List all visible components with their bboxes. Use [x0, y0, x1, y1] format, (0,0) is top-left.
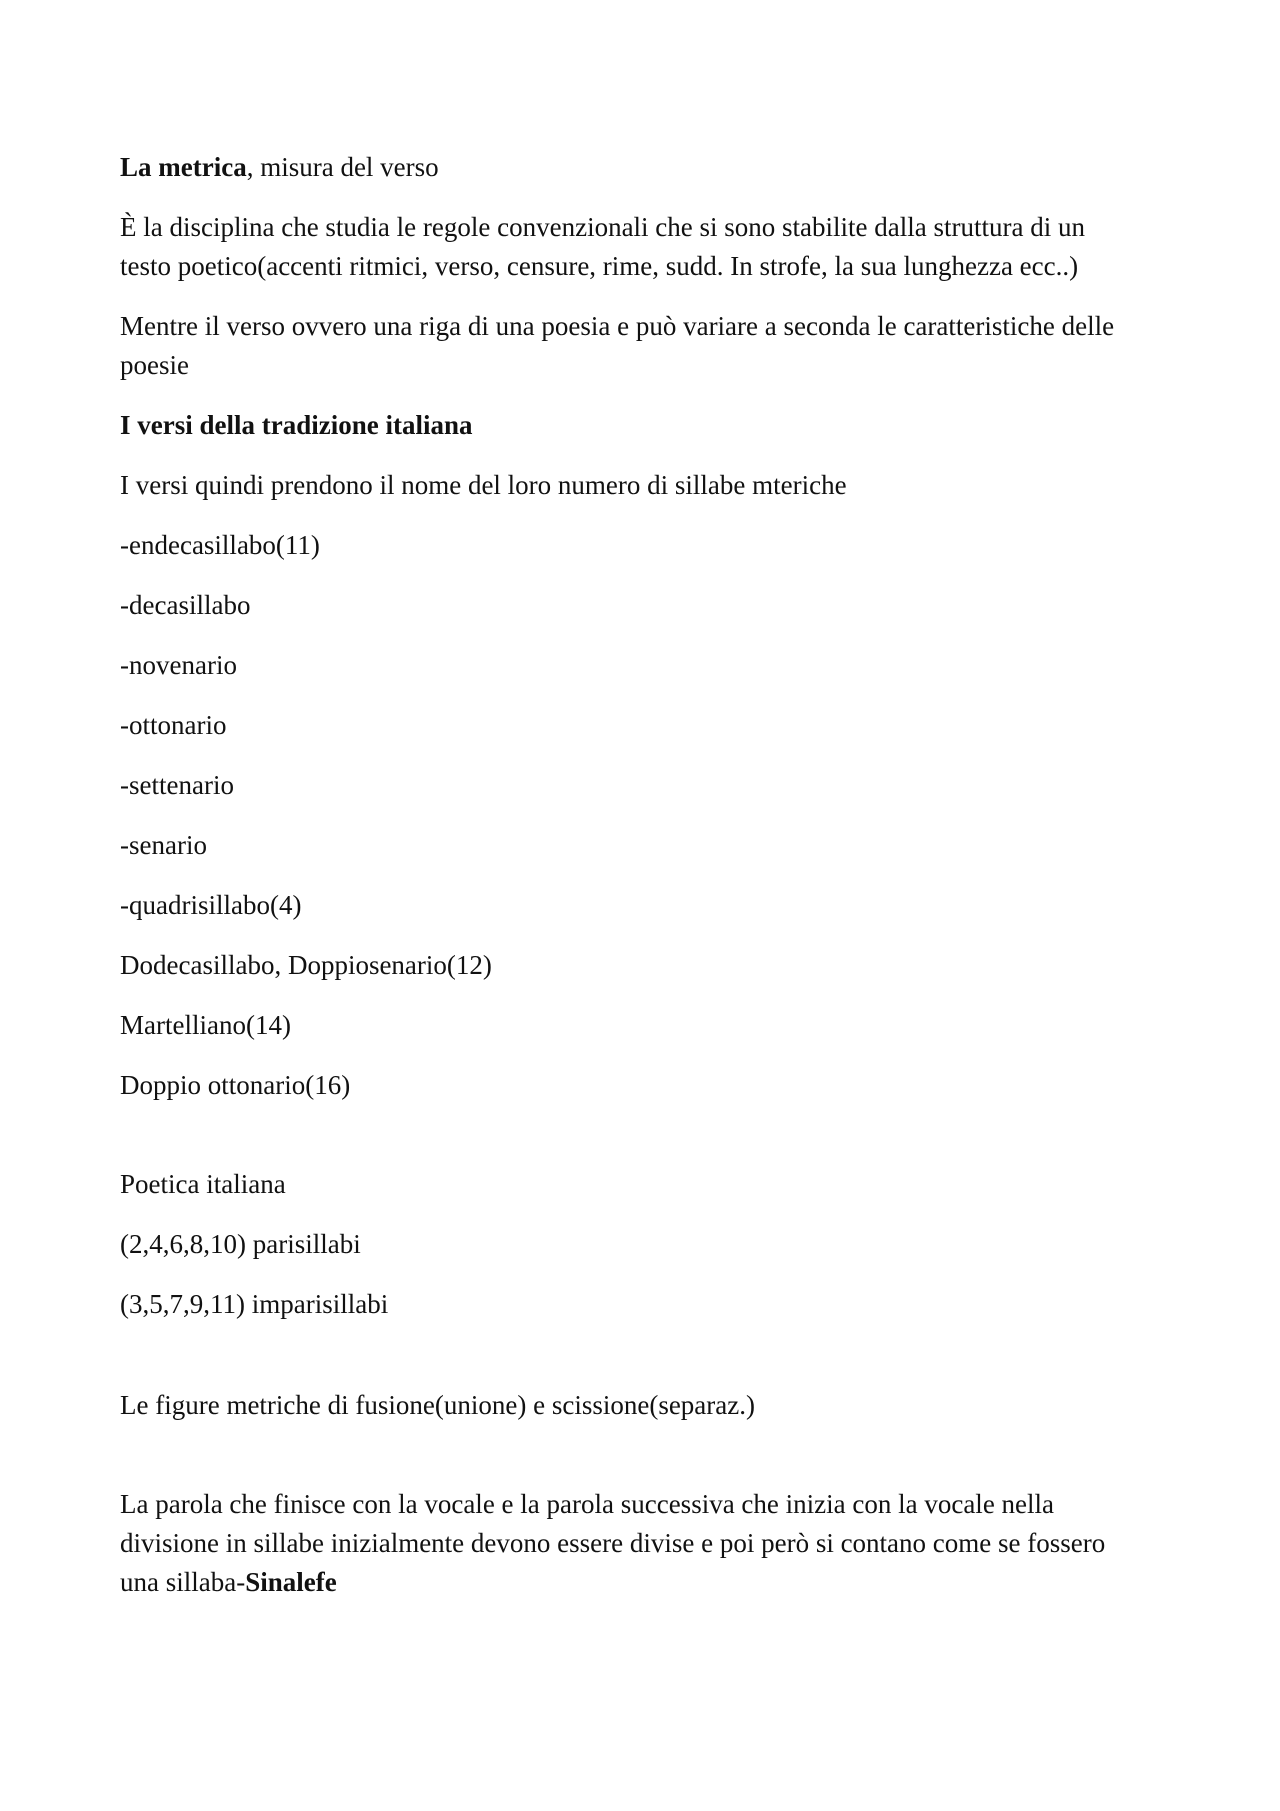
section-intro: I versi quindi prendono il nome del loro numero di sillabe mteriche	[120, 470, 847, 500]
verse-type-item: Dodecasillabo, Doppiosenario(12)	[120, 950, 492, 980]
sinalefe-term: Sinalefe	[245, 1567, 337, 1597]
verse-type-item: -novenario	[120, 650, 237, 680]
sinalefe-paragraph	[120, 1485, 1140, 1602]
imparisillabi-line: (3,5,7,9,11) imparisillabi	[120, 1289, 389, 1319]
section-heading	[120, 406, 1140, 445]
verse-type-item: -ottonario	[120, 710, 227, 740]
title-rest: , misura del verso	[246, 152, 439, 182]
verse-type-item: -quadrisillabo(4)	[120, 890, 302, 920]
verse-type-item: -endecasillabo(11)	[120, 530, 320, 560]
verse-type-item: -decasillabo	[120, 590, 251, 620]
verse-type-item: -settenario	[120, 770, 234, 800]
document-body	[120, 148, 1140, 1623]
verse-definition-paragraph: Mentre il verso ovvero una riga di una poesia e può variare a seconda le caratteristiche delle poesie	[120, 311, 1115, 380]
title-bold: La metrica	[120, 152, 247, 182]
verse-type-item: Doppio ottonario(16)	[120, 1070, 351, 1100]
figure-metriche-line: Le figure metriche di fusione(unione) e scissione(separaz.)	[120, 1390, 755, 1420]
title-line	[120, 148, 1140, 187]
section-heading-text: I versi della tradizione italiana	[120, 410, 473, 440]
parisillabi-line: (2,4,6,8,10) parisillabi	[120, 1229, 361, 1259]
verse-type-item: -senario	[120, 830, 207, 860]
sinalefe-text: La parola che finisce con la vocale e la parola successiva che inizia con la vocale nella divisione in sillabe inizialmente devono essere divise e poi però si contano come se fossero una sillaba-	[120, 1489, 1106, 1597]
poetica-heading: Poetica italiana	[120, 1169, 286, 1199]
intro-paragraph: È la disciplina che studia le regole convenzionali che si sono stabilite dalla struttura di un testo poetico(accenti ritmici, verso, censure, rime, sudd. In strofe, la sua lunghezza ecc..)	[120, 212, 1085, 281]
verse-type-item: Martelliano(14)	[120, 1010, 291, 1040]
